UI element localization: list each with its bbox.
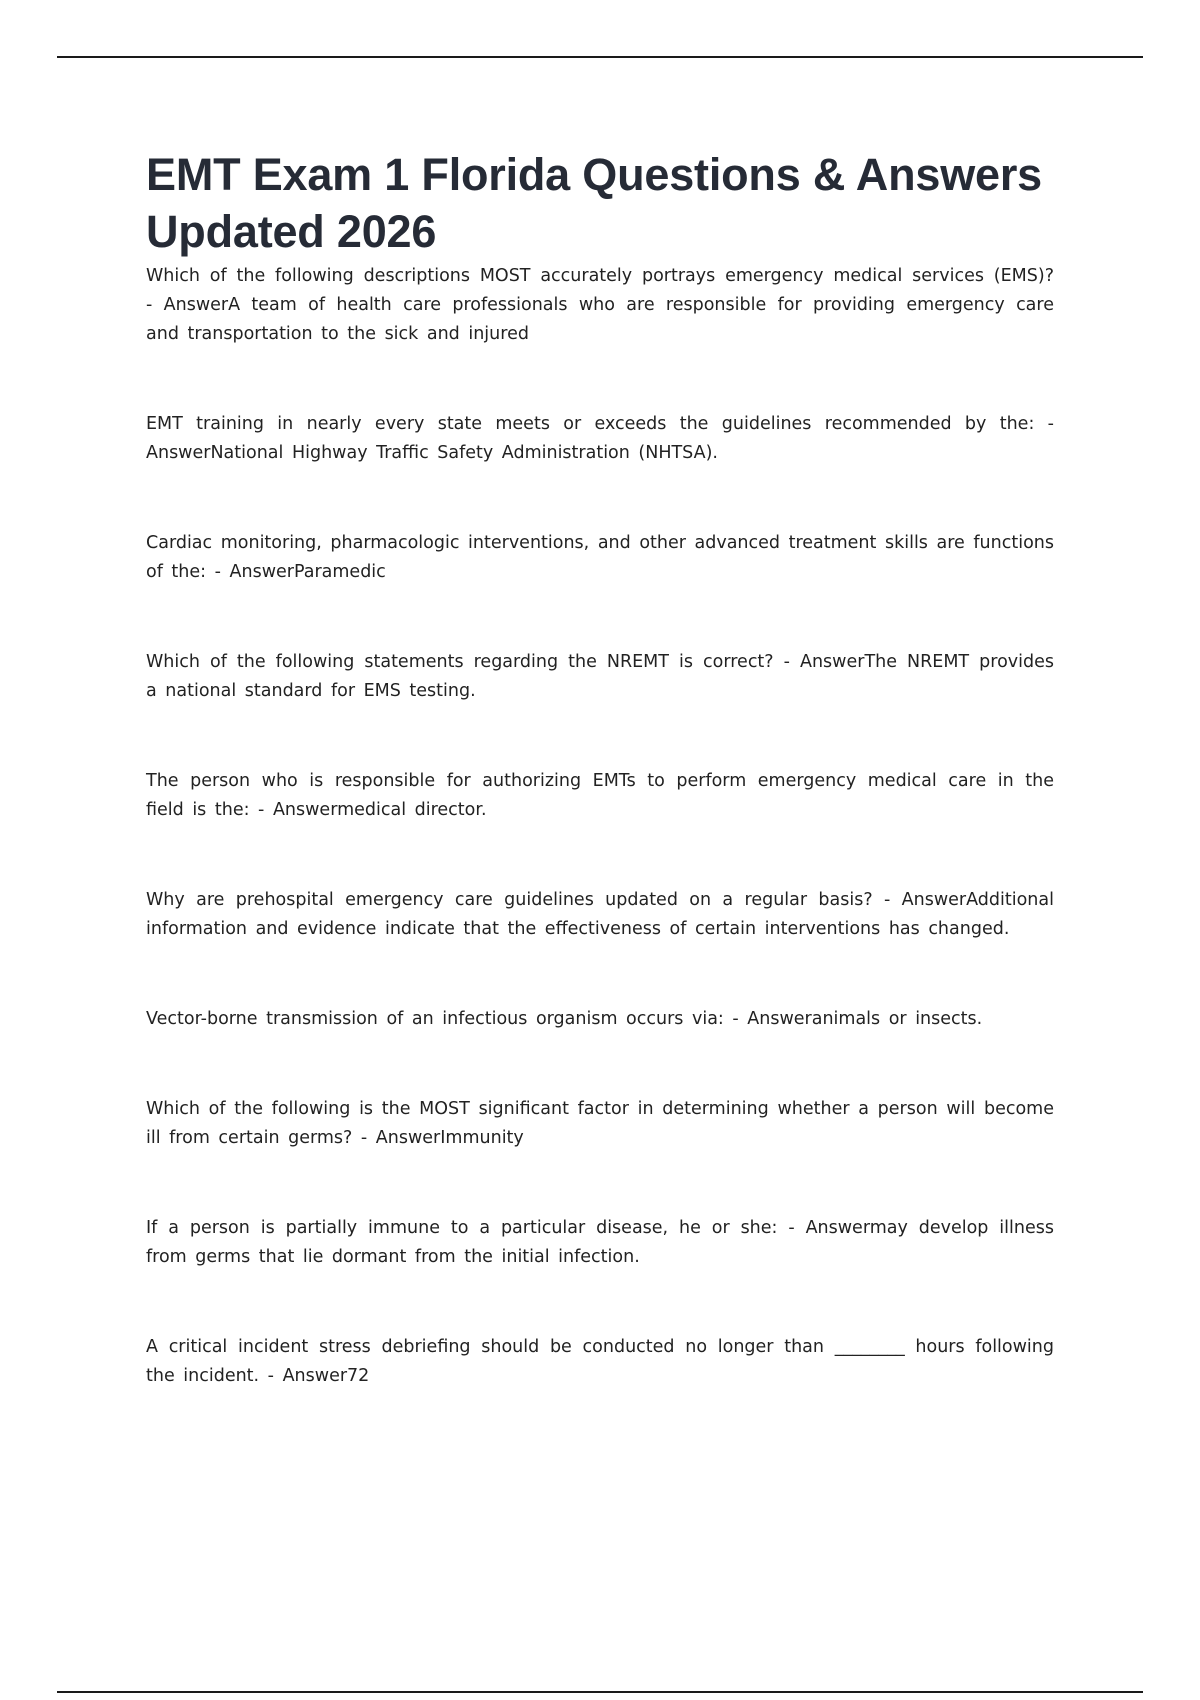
top-divider (57, 56, 1143, 58)
document-body (146, 146, 1054, 1452)
answer-text: Answer72 (282, 1366, 370, 1386)
qa-item (146, 410, 1054, 468)
question-text: A critical incident stress debriefing should be conducted no longer than ________ hours following the incident. - (146, 1337, 1054, 1386)
question-text: Which of the following is the MOST significant factor in determining whether a person will become ill from certain germs? - (146, 1099, 1054, 1148)
question-text: Vector-borne transmission of an infectious organism occurs via: - (146, 1009, 739, 1029)
bottom-divider (57, 1691, 1143, 1693)
answer-text: AnswerAdditional information and evidence indicate that the effectiveness of certain interventions has changed. (146, 890, 1054, 939)
qa-item (146, 1095, 1054, 1153)
question-text: Cardiac monitoring, pharmacologic interventions, and other advanced treatment skills are functions of the: - (146, 533, 1054, 582)
qa-item (146, 1214, 1054, 1272)
answer-text: AnswerNational Highway Traffic Safety Administration (NHTSA). (146, 443, 718, 463)
question-text: Which of the following descriptions MOST accurately portrays emergency medical services (EMS)? - (146, 266, 1054, 315)
answer-text: Answermay develop illness from germs that lie dormant from the initial infection. (146, 1218, 1054, 1267)
answer-text: AnswerA team of health care professionals who are responsible for providing emergency care and transportation to the sick and injured (146, 295, 1054, 344)
qa-item (146, 767, 1054, 825)
qa-item (146, 1005, 1054, 1034)
qa-item (146, 886, 1054, 944)
qa-item (146, 648, 1054, 706)
question-text: EMT training in nearly every state meets or exceeds the guidelines recommended by the: - (146, 414, 1054, 434)
qa-item (146, 262, 1054, 349)
question-text: If a person is partially immune to a particular disease, he or she: - (146, 1218, 795, 1238)
question-text: Why are prehospital emergency care guidelines updated on a regular basis? - (146, 890, 891, 910)
qa-item (146, 1333, 1054, 1391)
question-text: The person who is responsible for authorizing EMTs to perform emergency medical care in the field is the: - (146, 771, 1054, 820)
answer-text: AnswerImmunity (375, 1128, 524, 1148)
answer-text: Answermedical director. (272, 800, 487, 820)
answer-text: AnswerThe NREMT provides a national standard for EMS testing. (146, 652, 1054, 701)
answer-text: AnswerParamedic (229, 562, 386, 582)
qa-list (146, 262, 1054, 1391)
question-text: Which of the following statements regarding the NREMT is correct? - (146, 652, 790, 672)
answer-text: Answeranimals or insects. (747, 1009, 983, 1029)
document-title: EMT Exam 1 Florida Questions & Answers Updated 2026 (146, 149, 1042, 257)
qa-item (146, 529, 1054, 587)
